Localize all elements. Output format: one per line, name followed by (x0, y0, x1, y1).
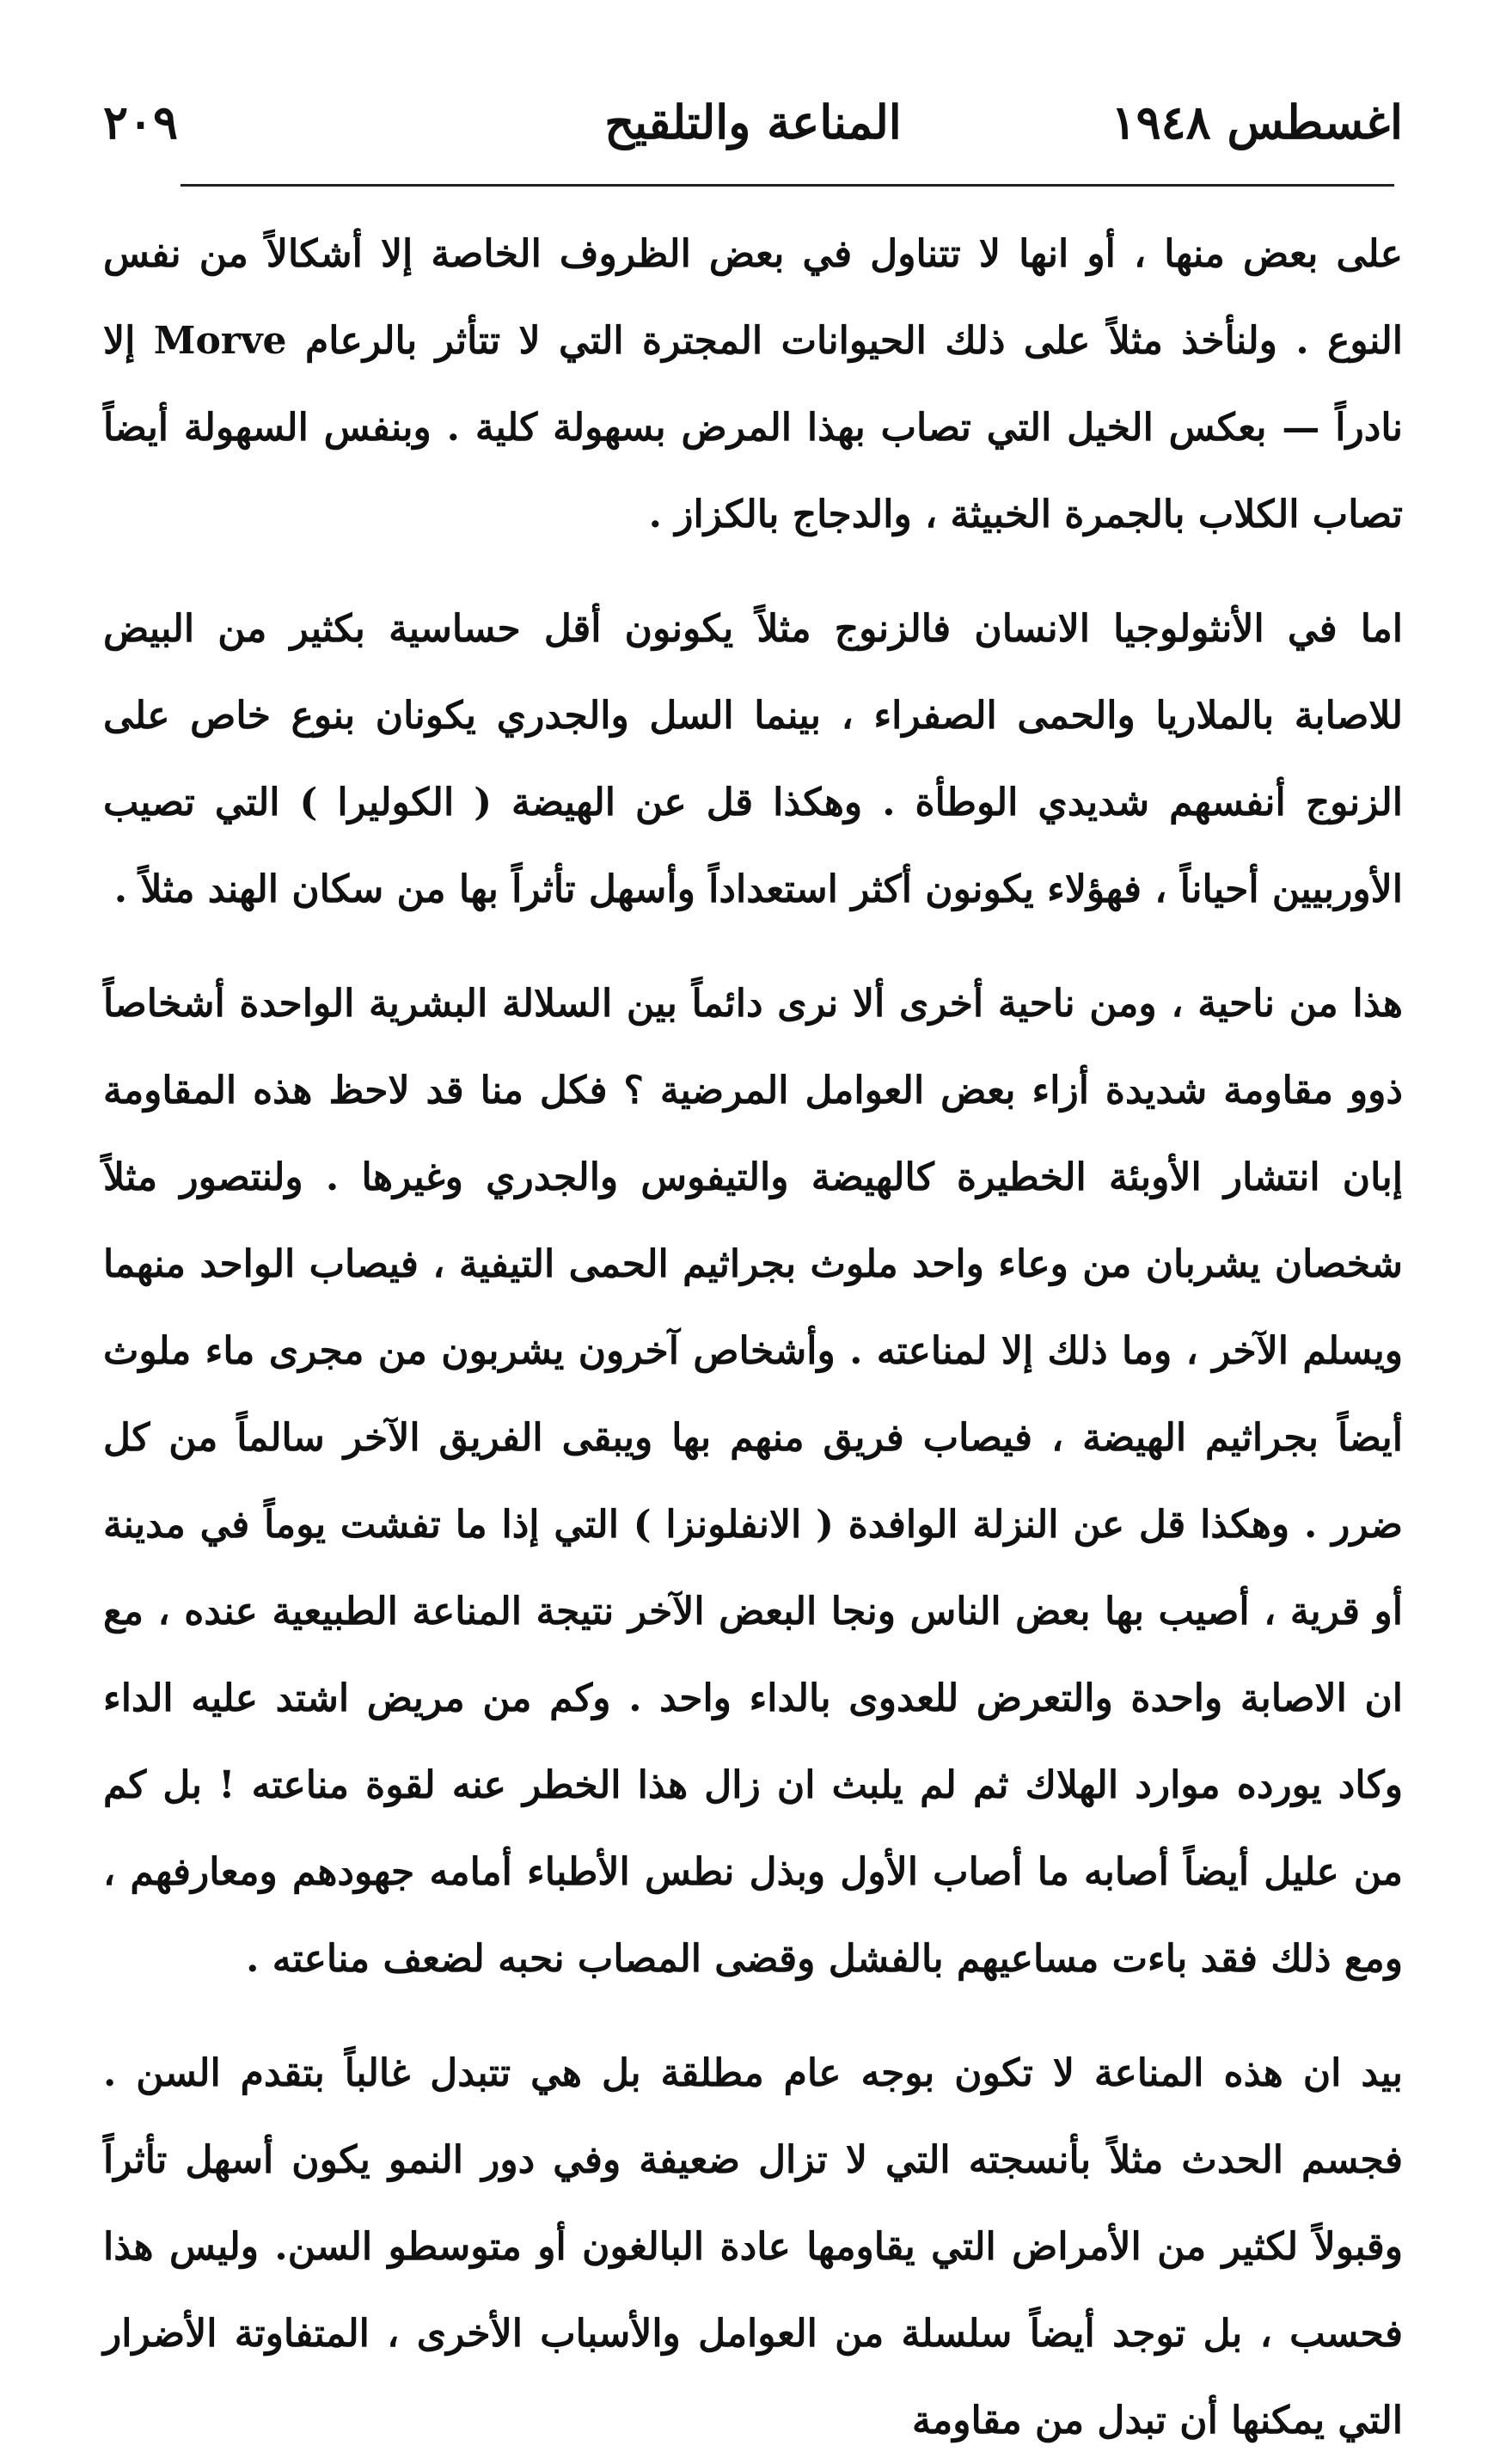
paragraph-2: اما في الأنثولوجيا الانسان فالزنوج مثلاً يكونون أقل حساسية بكثير من البيض للاصابة بالملاريا والحمى الصفراء ، بينما السل والجدري يكونان بنوع خاص على الزنوج أنفسهم شديدي الوطأة . وهكذا قل عن الهيضة ( الكوليرا ) التي تصيب الأوربيين أحياناً ، فهؤلاء يكونون أكثر استعداداً وأسهل تأثراً بها من سكان الهند مثلاً . (103, 607, 1403, 911)
header-title: المناعة والتلقيح (604, 95, 902, 150)
paragraph-1: على بعض منها ، أو انها لا تتناول في بعض الظروف الخاصة إلا أشكالاً من نفس النوع . ولنأخذ مثلاً على ذلك الحيوانات المجترة التي لا تتأثر بالرعام Morve إلا نادراً — بعكس الخيل التي تصاب بهذا المرض بسهولة كلية . وبنفس السهولة أيضاً تصاب الكلاب بالجمرة الخبيثة ، والدجاج بالكزاز . (103, 232, 1403, 536)
paragraph-3: هذا من ناحية ، ومن ناحية أخرى ألا نرى دائماً بين السلالة البشرية الواحدة أشخاصاً ذوو مقاومة شديدة أزاء بعض العوامل المرضية ؟ فكل منا قد لاحظ هذه المقاومة إبان انتشار الأوبئة الخطيرة كالهيضة والتيفوس والجدري وغيرها . ولنتصور مثلاً شخصان يشربان من وعاء واحد ملوث بجراثيم الحمى التيفية ، فيصاب الواحد منهما ويسلم الآخر ، وما ذلك إلا لمناعته . وأشخاص آخرون يشربون من مجرى ماء ملوث أيضاً بجراثيم الهيضة ، فيصاب فريق منهم بها ويبقى الفريق الآخر سالماً من كل ضرر . وهكذا قل عن النزلة الوافدة ( الانفلونزا ) التي إذا ما تفشت يوماً في مدينة أو قرية ، أصيب بها بعض الناس ونجا البعض الآخر نتيجة المناعة الطبيعية عنده ، مع ان الاصابة واحدة والتعرض للعدوى بالداء واحد . وكم من مريض اشتد عليه الداء وكاد يورده موارد الهلاك ثم لم يلبث ان زال هذا الخطر عنه لقوة مناعته ! بل كم من عليل أيضاً أصابه ما أصاب الأول وبذل نطس الأطباء أمامه جهودهم ومعارفهم ، ومع ذلك فقد باءت مساعيهم بالفشل وقضى المصاب نحبه لضعف مناعته . (103, 982, 1403, 1981)
running-header (103, 95, 1403, 163)
header-date: اغسطس ١٩٤٨ (1111, 95, 1403, 150)
article-body (103, 211, 1403, 2464)
paragraph-4: بيد ان هذه المناعة لا تكون بوجه عام مطلقة بل هي تتبدل غالباً بتقدم السن . فجسم الحدث مثلاً بأنسجته التي لا تزال ضعيفة وفي دور النمو يكون أسهل تأثراً وقبولاً لكثير من الأمراض التي يقاومها عادة البالغون أو متوسطو السن. وليس هذا فحسب ، بل توجد أيضاً سلسلة من العوامل والأسباب الأخرى ، المتفاوتة الأضرار التي يمكنها أن تبدل من مقاومة (103, 2051, 1403, 2443)
header-rule (181, 184, 1394, 187)
page-number: ٢٠٩ (103, 95, 179, 150)
